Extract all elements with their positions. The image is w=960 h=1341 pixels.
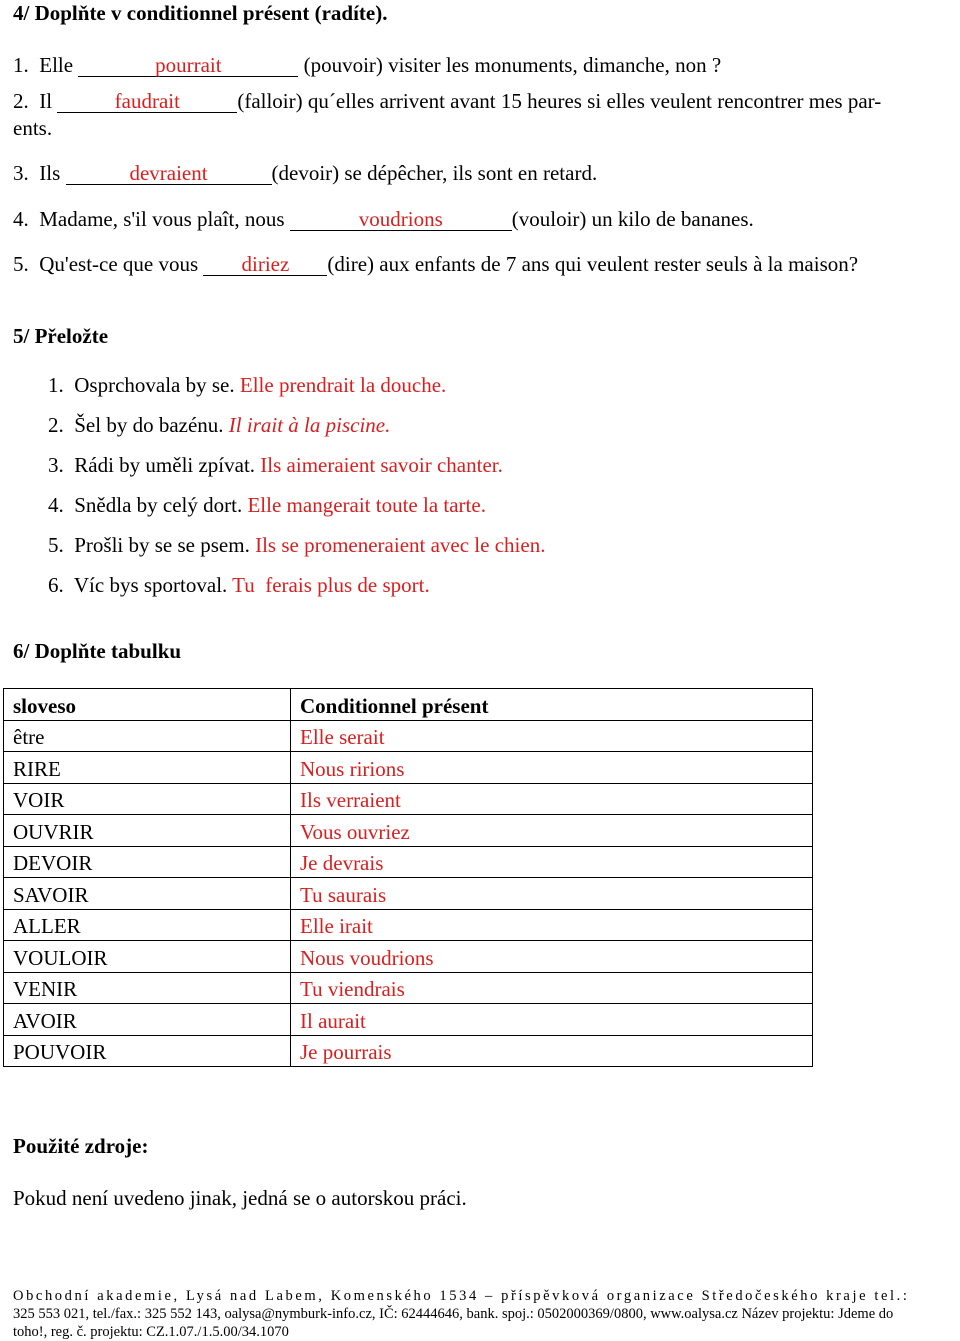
item-text-before: Madame, s'il vous plaît, nous xyxy=(39,207,285,231)
exercise-4-item-2 xyxy=(13,89,881,114)
header-conditionnel: Conditionnel présent xyxy=(291,689,813,721)
header-verb: sloveso xyxy=(4,689,291,721)
conditionnel-cell: Je devrais xyxy=(291,846,813,878)
exercise-5-item-3 xyxy=(48,453,503,478)
answer-blank: devraient xyxy=(66,162,272,185)
conditionnel-cell: Nous voudrions xyxy=(291,941,813,973)
verb-cell: POUVOIR xyxy=(4,1035,291,1067)
answer-blank: faudrait xyxy=(57,90,237,113)
conditionnel-cell: Vous ouvriez xyxy=(291,815,813,847)
item-text-after: (devoir) se dépêcher, ils sont en retard. xyxy=(271,161,598,185)
verb-cell: être xyxy=(4,720,291,752)
item-number: 1. xyxy=(13,53,29,77)
item-number: 4. xyxy=(13,207,29,231)
conditionnel-cell: Ils verraient xyxy=(291,783,813,815)
item-text-after: (vouloir) un kilo de bananes. xyxy=(511,207,754,231)
exercise-4-item-5 xyxy=(13,252,858,277)
conditionnel-cell: Tu saurais xyxy=(291,878,813,910)
item-number: 3. xyxy=(13,161,29,185)
conditionnel-cell: Elle irait xyxy=(291,909,813,941)
answer-blank: diriez xyxy=(203,253,327,276)
czech-sentence: Šel by do bazénu. xyxy=(74,413,224,437)
table-row xyxy=(4,1035,813,1067)
table-header-row xyxy=(4,689,813,721)
item-text-before: Il xyxy=(39,89,53,113)
french-translation: Il irait à la piscine. xyxy=(228,413,391,437)
exercise-4-item-3 xyxy=(13,161,597,186)
sources-title: Použité zdroje: xyxy=(13,1134,149,1158)
czech-sentence: Rádi by uměli zpívat. xyxy=(74,453,256,477)
item-number: 5. xyxy=(48,533,64,557)
conditionnel-cell: Elle serait xyxy=(291,720,813,752)
item-number: 1. xyxy=(48,373,64,397)
exercise-4-item-2-continuation: ents. xyxy=(13,116,53,140)
exercise-5-item-5 xyxy=(48,533,545,558)
conditionnel-cell: Je pourrais xyxy=(291,1035,813,1067)
exercise-4-item-4 xyxy=(13,207,754,232)
item-text-after: (falloir) qu´elles arrivent avant 15 heures si elles veulent rencontrer mes par- xyxy=(237,89,882,113)
item-number: 5. xyxy=(13,252,29,276)
czech-sentence: Osprchovala by se. xyxy=(74,373,235,397)
french-translation: Ils se promeneraient avec le chien. xyxy=(255,533,546,557)
czech-sentence: Snědla by celý dort. xyxy=(74,493,243,517)
verb-cell: SAVOIR xyxy=(4,878,291,910)
conditionnel-cell: Nous ririons xyxy=(291,752,813,784)
footer xyxy=(13,1287,958,1341)
verb-cell: VOIR xyxy=(4,783,291,815)
answer-blank: voudrions xyxy=(290,208,512,231)
french-translation: Elle prendrait la douche. xyxy=(239,373,447,397)
footer-line-3: toho!, reg. č. projektu: CZ.1.07./1.5.00/34.1070 xyxy=(13,1324,289,1340)
french-translation: Ils aimeraient savoir chanter. xyxy=(260,453,503,477)
table-row xyxy=(4,846,813,878)
item-text-before: Elle xyxy=(39,53,74,77)
item-number: 2. xyxy=(48,413,64,437)
czech-sentence: Prošli by se se psem. xyxy=(74,533,250,557)
item-number: 2. xyxy=(13,89,29,113)
table-row xyxy=(4,1004,813,1036)
verb-cell: VENIR xyxy=(4,972,291,1004)
answer-blank: pourrait xyxy=(78,54,298,77)
verb-cell: OUVRIR xyxy=(4,815,291,847)
exercise-5-title: 5/ Přeložte xyxy=(13,324,109,348)
exercise-4-title: 4/ Doplňte v conditionnel présent (radíte). xyxy=(13,1,388,25)
exercise-5-item-4 xyxy=(48,493,486,518)
verb-cell: DEVOIR xyxy=(4,846,291,878)
french-translation: Tu ferais plus de sport. xyxy=(232,573,430,597)
table-row xyxy=(4,752,813,784)
item-number: 4. xyxy=(48,493,64,517)
french-translation: Elle mangerait toute la tarte. xyxy=(247,493,486,517)
exercise-5-item-2 xyxy=(48,413,390,438)
verb-cell: ALLER xyxy=(4,909,291,941)
table-row xyxy=(4,878,813,910)
table-row xyxy=(4,909,813,941)
conjugation-table xyxy=(3,688,813,1067)
item-text-before: Ils xyxy=(39,161,61,185)
table-row xyxy=(4,815,813,847)
conditionnel-cell: Il aurait xyxy=(291,1004,813,1036)
exercise-6-title: 6/ Doplňte tabulku xyxy=(13,639,182,663)
exercise-4-item-1 xyxy=(13,53,721,78)
verb-cell: AVOIR xyxy=(4,1004,291,1036)
item-text-before: Qu'est-ce que vous xyxy=(39,252,199,276)
table-row xyxy=(4,972,813,1004)
sources-text: Pokud není uvedeno jinak, jedná se o autorskou práci. xyxy=(13,1186,467,1210)
conditionnel-cell: Tu viendrais xyxy=(291,972,813,1004)
exercise-5-item-6 xyxy=(48,573,430,598)
item-text-after: (pouvoir) visiter les monuments, dimanche, non ? xyxy=(303,53,722,77)
exercise-5-item-1 xyxy=(48,373,446,398)
footer-line-1: Obchodní akademie, Lysá nad Labem, Komenského 1534 – příspěvková organizace Středočeského kraje tel.: xyxy=(13,1288,910,1304)
footer-line-2: 325 553 021, tel./fax.: 325 552 143, oalysa@nymburk-info.cz, IČ: 62444646, bank. spoj.: 0502000369/0800, www.oalysa.cz Název projektu: Jdeme do xyxy=(13,1306,894,1322)
czech-sentence: Víc bys sportoval. xyxy=(73,573,228,597)
table-row xyxy=(4,783,813,815)
table-row xyxy=(4,720,813,752)
verb-cell: RIRE xyxy=(4,752,291,784)
item-number: 3. xyxy=(48,453,64,477)
verb-cell: VOULOIR xyxy=(4,941,291,973)
item-text-after: (dire) aux enfants de 7 ans qui veulent rester seuls à la maison? xyxy=(327,252,859,276)
table-row xyxy=(4,941,813,973)
item-number: 6. xyxy=(48,573,64,597)
